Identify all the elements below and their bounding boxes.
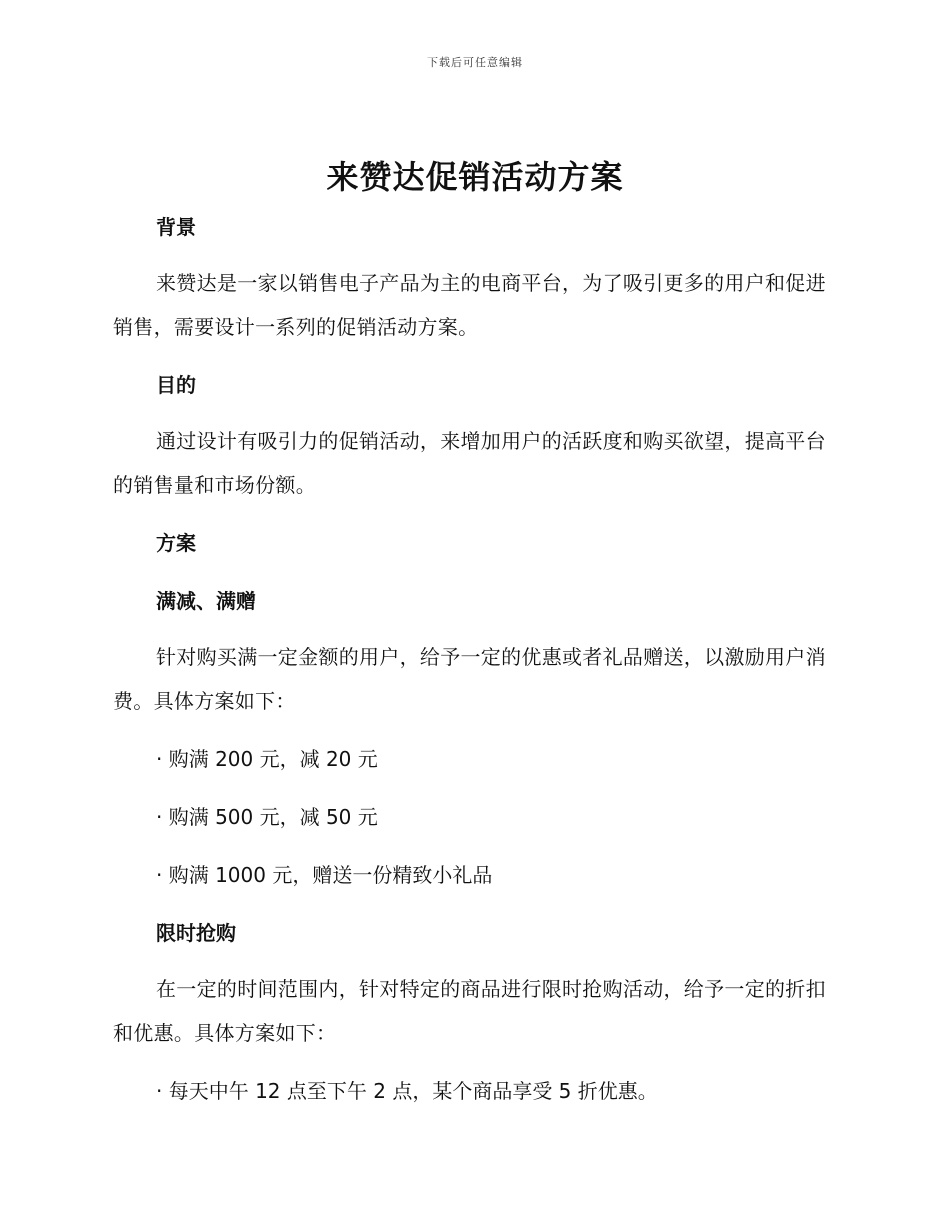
section-heading-background: 背景 [156,215,196,239]
full-reduction-paragraph: 针对购买满一定金额的用户，给予一定的优惠或者礼品赠送，以激励用户消费。具体方案如下： [113,645,826,713]
list-item: · 每天中午 12 点至下午 2 点，某个商品享受 5 折优惠。 [156,1079,658,1103]
flash-sale-paragraph: 在一定的时间范围内，针对特定的商品进行限时抢购活动，给予一定的折扣和优惠。具体方案如下： [113,977,826,1045]
list-item: · 购满 200 元，减 20 元 [156,747,378,771]
page-header: 下载后可任意编辑 [427,56,523,69]
list-item: · 购满 500 元，减 50 元 [156,805,378,829]
section-heading-flash-sale: 限时抢购 [156,921,236,945]
list-item: · 购满 1000 元，赠送一份精致小礼品 [156,863,493,887]
section-heading-full-reduction: 满减、满赠 [156,589,256,613]
document-body [113,198,831,1120]
background-paragraph: 来赞达是一家以销售电子产品为主的电商平台，为了吸引更多的用户和促进销售，需要设计一系列的促销活动方案。 [113,271,826,339]
purpose-paragraph: 通过设计有吸引力的促销活动，来增加用户的活跃度和购买欲望，提高平台的销售量和市场份额。 [113,429,826,497]
section-heading-purpose: 目的 [156,373,196,397]
section-heading-plan: 方案 [156,531,196,555]
document-title: 来赞达促销活动方案 [326,158,624,196]
